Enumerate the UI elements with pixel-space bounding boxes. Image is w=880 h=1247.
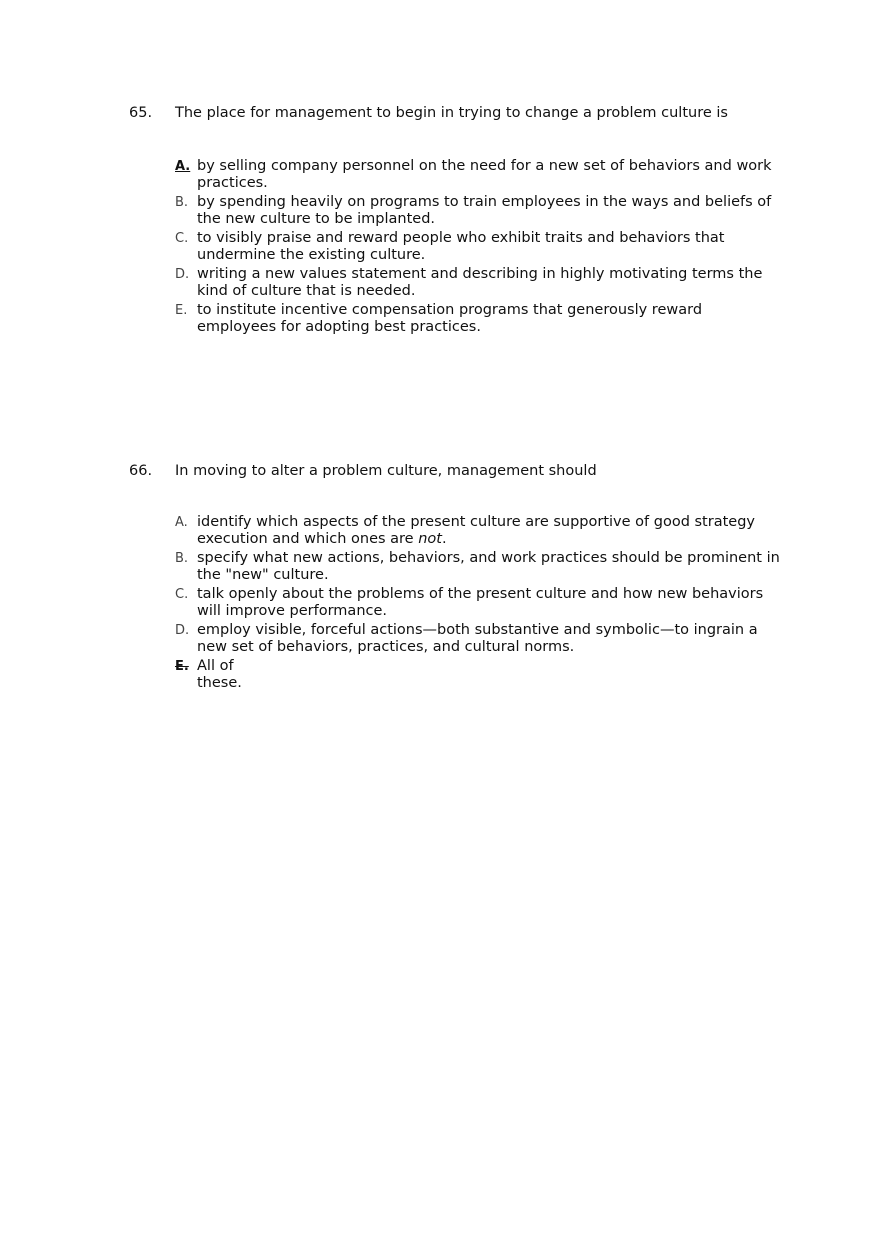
answer-choice-e <box>175 302 785 336</box>
answer-choice-d <box>175 266 785 300</box>
answer-choices <box>175 158 785 338</box>
choice-letter: C. <box>175 587 189 602</box>
choice-letter-correct: E. <box>175 659 189 674</box>
question-number: 65. <box>129 105 153 121</box>
answer-choice-e <box>175 658 785 692</box>
choice-text: specify what new actions, behaviors, and work practices should be prominent in the "new" culture. <box>197 550 780 583</box>
choice-text: identify which aspects of the present culture are supportive of good strategy execution and which ones are <box>197 514 755 547</box>
choice-text: talk openly about the problems of the present culture and how new behaviors will improve performance. <box>197 586 764 619</box>
answer-choice-b <box>175 550 785 584</box>
choice-letter: D. <box>175 267 190 282</box>
question-number: 66. <box>129 463 153 479</box>
choice-text-emphasis: not <box>418 531 442 547</box>
answer-choice-a <box>175 514 785 548</box>
choice-letter: D. <box>175 623 190 638</box>
choice-letter-correct: A. <box>175 159 191 174</box>
question-prompt: In moving to alter a problem culture, management should <box>175 463 597 479</box>
choice-letter: C. <box>175 231 189 246</box>
choice-text: All of these. <box>197 658 242 691</box>
question-prompt: The place for management to begin in trying to change a problem culture is <box>175 105 728 121</box>
choice-letter: B. <box>175 195 189 210</box>
choice-text: to visibly praise and reward people who exhibit traits and behaviors that undermine the existing culture. <box>197 230 725 263</box>
choice-text-tail: . <box>441 531 447 547</box>
answer-choice-c <box>175 230 785 264</box>
choice-text: by spending heavily on programs to train employees in the ways and beliefs of the new culture to be implanted. <box>197 194 772 227</box>
choice-letter: B. <box>175 551 189 566</box>
choice-text: writing a new values statement and describing in highly motivating terms the kind of culture that is needed. <box>197 266 763 299</box>
choice-text: employ visible, forceful actions—both substantive and symbolic—to ingrain a new set of behaviors, practices, and cultural norms. <box>197 622 758 655</box>
choice-letter: A. <box>175 515 188 530</box>
answer-choices <box>175 514 785 694</box>
answer-choice-a <box>175 158 785 192</box>
answer-choice-b <box>175 194 785 228</box>
answer-choice-d <box>175 622 785 656</box>
choice-text: by selling company personnel on the need for a new set of behaviors and work practices. <box>197 158 772 191</box>
choice-letter: E. <box>175 303 188 318</box>
choice-text: to institute incentive compensation programs that generously reward employees for adopting best practices. <box>197 302 703 335</box>
answer-choice-c <box>175 586 785 620</box>
